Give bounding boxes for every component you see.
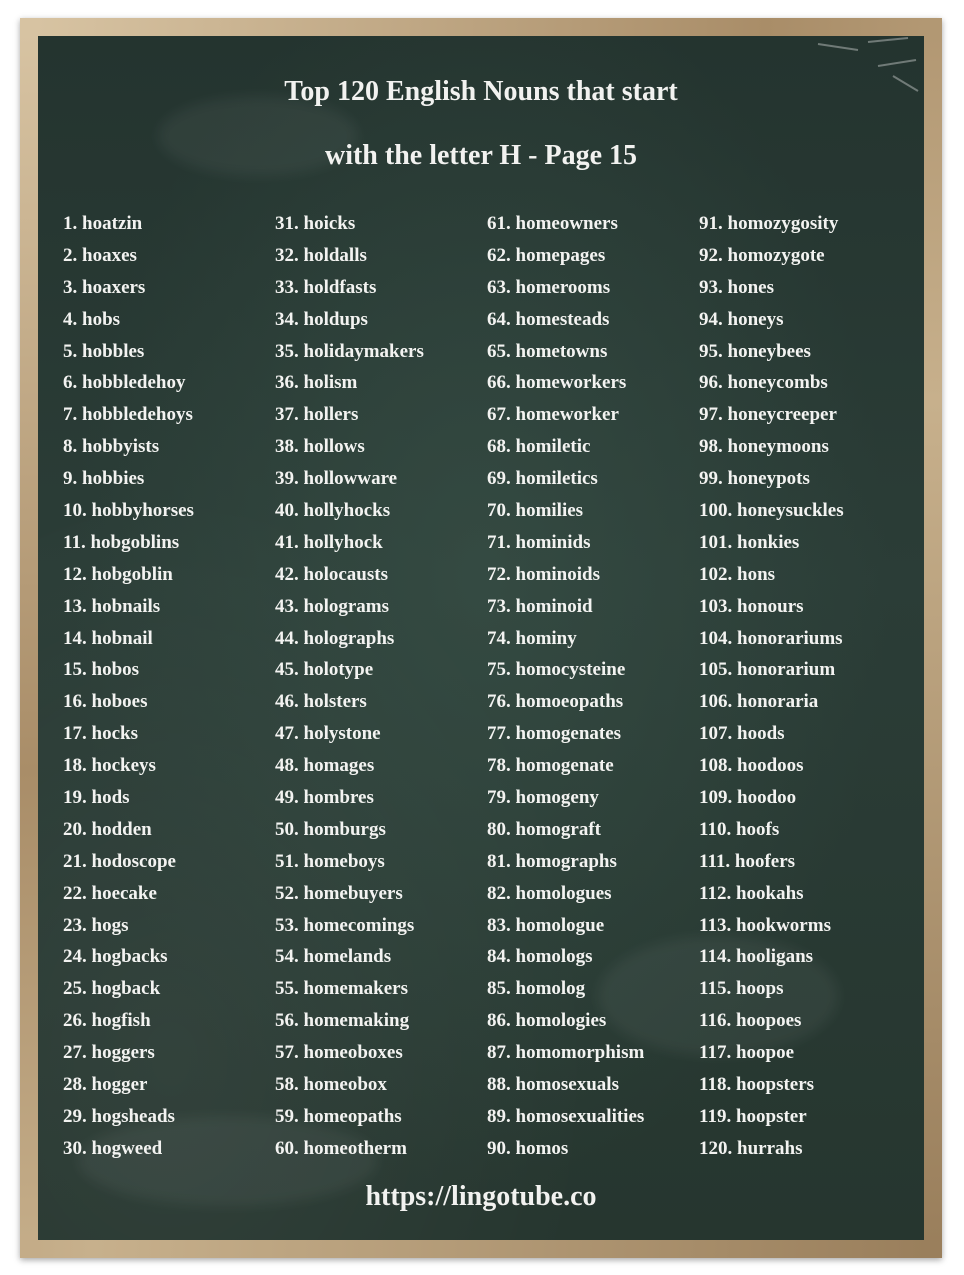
word-list-item: 110. hoofs [699,818,780,840]
word-list-item: 50. homburgs [275,818,386,840]
word-list-item: 64. homesteads [487,308,610,330]
word-list-item: 27. hoggers [63,1042,155,1064]
word-list-item: 88. homosexuals [487,1074,619,1096]
word-list-item: 113. hookworms [699,914,831,936]
word-list-item: 25. hogback [63,978,161,1000]
word-list-item: 114. hooligans [699,946,814,968]
word-list-item: 2. hoaxes [63,244,137,266]
word-list-item: 107. hoods [699,723,785,745]
word-list-item: 117. hoopoe [699,1042,795,1064]
word-list-item: 86. homologies [487,1010,607,1032]
word-list-item: 6. hobbledehoy [63,372,186,394]
word-list-item: 94. honeys [699,308,784,330]
word-list-item: 116. hoopoes [699,1010,802,1032]
word-list-item: 61. homeowners [487,213,618,234]
word-list-item: 89. homosexualities [487,1105,645,1127]
word-list-item: 58. homeobox [275,1074,387,1096]
word-list-item: 74. hominy [487,627,577,649]
word-list-item: 42. holocausts [275,563,388,585]
word-list-item: 5. hobbles [63,340,145,362]
word-list-item: 21. hodoscope [63,850,176,872]
word-list-item: 4. hobs [63,308,121,330]
word-list-item: 1. hoatzin [63,213,143,234]
word-list-item: 120. hurrahs [699,1137,803,1159]
page-title-line1: Top 120 English Nouns that start [284,76,678,107]
chalkboard [38,36,924,1240]
word-list-item: 92. homozygote [699,244,825,266]
word-list-item: 102. hons [699,563,776,585]
word-list-item: 57. homeoboxes [275,1042,403,1064]
word-list-item: 119. hoopster [699,1105,807,1127]
word-list-item: 67. homeworker [487,404,619,426]
word-list-item: 24. hogbacks [63,946,168,968]
word-list-item: 73. hominoid [487,595,593,617]
word-list-item: 118. hoopsters [699,1074,815,1096]
word-list-item: 111. hoofers [699,850,796,872]
word-list-item: 115. hoops [699,978,784,1000]
word-list-item: 108. hoodoos [699,755,804,777]
word-list-item: 9. hobbies [63,468,145,490]
word-list-item: 17. hocks [63,723,138,745]
word-list-item: 40. hollyhocks [275,500,391,522]
word-list-item: 97. honeycreeper [699,404,837,426]
word-list-item: 93. hones [699,276,774,298]
word-list-item: 85. homolog [487,978,586,1000]
word-list-item: 72. hominoids [487,563,600,585]
word-list-item: 36. holism [275,372,358,394]
word-list-item: 104. honorariums [699,627,843,649]
word-list-item: 82. homologues [487,882,612,904]
word-list-item: 35. holidaymakers [275,340,424,362]
word-list-item: 56. homemaking [275,1010,410,1032]
word-list-item: 69. homiletics [487,468,598,490]
word-list-item: 100. honeysuckles [699,500,844,522]
word-list-item: 91. homozygosity [699,213,839,234]
word-list-item: 39. hollowware [275,468,398,490]
word-list [63,208,923,1165]
word-list-item: 66. homeworkers [487,372,627,394]
word-list-item: 63. homerooms [487,276,611,298]
word-list-item: 96. honeycombs [699,372,828,394]
word-list-item: 14. hobnail [63,627,153,649]
word-list-item: 30. hogweed [63,1137,163,1159]
word-list-item: 78. homogenate [487,755,614,777]
word-list-item: 23. hogs [63,914,129,936]
word-list-item: 76. homoeopaths [487,691,624,713]
word-list-item: 46. holsters [275,691,367,713]
word-list-item: 48. homages [275,755,375,777]
word-list-item: 105. honorarium [699,659,836,681]
word-list-item: 83. homologue [487,914,605,936]
word-list-item: 80. homograft [487,818,601,840]
word-list-item: 52. homebuyers [275,882,403,904]
word-list-item: 10. hobbyhorses [63,500,194,522]
word-list-item: 29. hogsheads [63,1105,175,1127]
word-list-item: 84. homologs [487,946,593,968]
word-list-item: 68. homiletic [487,436,591,458]
word-list-item: 62. homepages [487,244,606,266]
word-list-item: 20. hodden [63,818,152,840]
word-list-item: 81. homographs [487,850,617,872]
word-list-item: 22. hoecake [63,882,157,904]
word-list-item: 11. hobgoblins [63,531,180,553]
word-list-item: 15. hobos [63,659,140,681]
word-list-item: 3. hoaxers [63,276,146,298]
word-list-item: 32. holdalls [275,244,367,266]
word-list-item: 33. holdfasts [275,276,377,298]
word-list-item: 70. homilies [487,500,584,522]
word-list-item: 109. hoodoo [699,787,797,809]
word-list-item: 16. hoboes [63,691,148,713]
word-list-item: 34. holdups [275,308,368,330]
word-list-item: 13. hobnails [63,595,161,617]
word-list-item: 38. hollows [275,436,365,458]
word-list-item: 98. honeymoons [699,436,829,458]
word-list-item: 45. holotype [275,659,374,681]
word-list-item: 59. homeopaths [275,1105,402,1127]
word-list-item: 90. homos [487,1137,569,1159]
site-url[interactable]: https://lingotube.co [365,1181,597,1212]
word-list-item: 8. hobbyists [63,436,160,458]
word-list-item: 60. homeotherm [275,1137,407,1159]
word-list-item: 44. holographs [275,627,395,649]
word-list-item: 18. hockeys [63,755,156,777]
page-title-line2: with the letter H - Page 15 [324,140,638,171]
word-list-item: 54. homelands [275,946,392,968]
word-list-item: 95. honeybees [699,340,811,362]
word-list-item: 77. homogenates [487,723,622,745]
word-list-item: 19. hods [63,787,130,809]
word-list-item: 101. honkies [699,531,800,553]
word-list-item: 49. hombres [275,787,374,809]
word-list-item: 79. homogeny [487,787,599,809]
word-list-item: 55. homemakers [275,978,408,1000]
word-list-item: 87. homomorphism [487,1042,645,1064]
word-list-item: 12. hobgoblin [63,563,173,585]
word-list-item: 106. honoraria [699,691,819,713]
word-list-item: 37. hollers [275,404,359,426]
word-list-item: 47. holystone [275,723,381,745]
word-list-item: 43. holograms [275,595,389,617]
word-list-item: 7. hobbledehoys [63,404,193,426]
word-list-item: 99. honeypots [699,468,810,490]
word-list-item: 65. hometowns [487,340,608,362]
word-list-item: 103. honours [699,595,804,617]
word-list-item: 71. hominids [487,531,591,553]
word-list-item: 41. hollyhock [275,531,383,553]
word-list-item: 28. hogger [63,1074,148,1096]
word-list-item: 75. homocysteine [487,659,626,681]
word-list-item: 112. hookahs [699,882,804,904]
word-list-item: 26. hogfish [63,1010,151,1032]
word-list-item: 51. homeboys [275,850,385,872]
word-list-item: 31. hoicks [275,213,356,234]
word-list-item: 53. homecomings [275,914,415,936]
